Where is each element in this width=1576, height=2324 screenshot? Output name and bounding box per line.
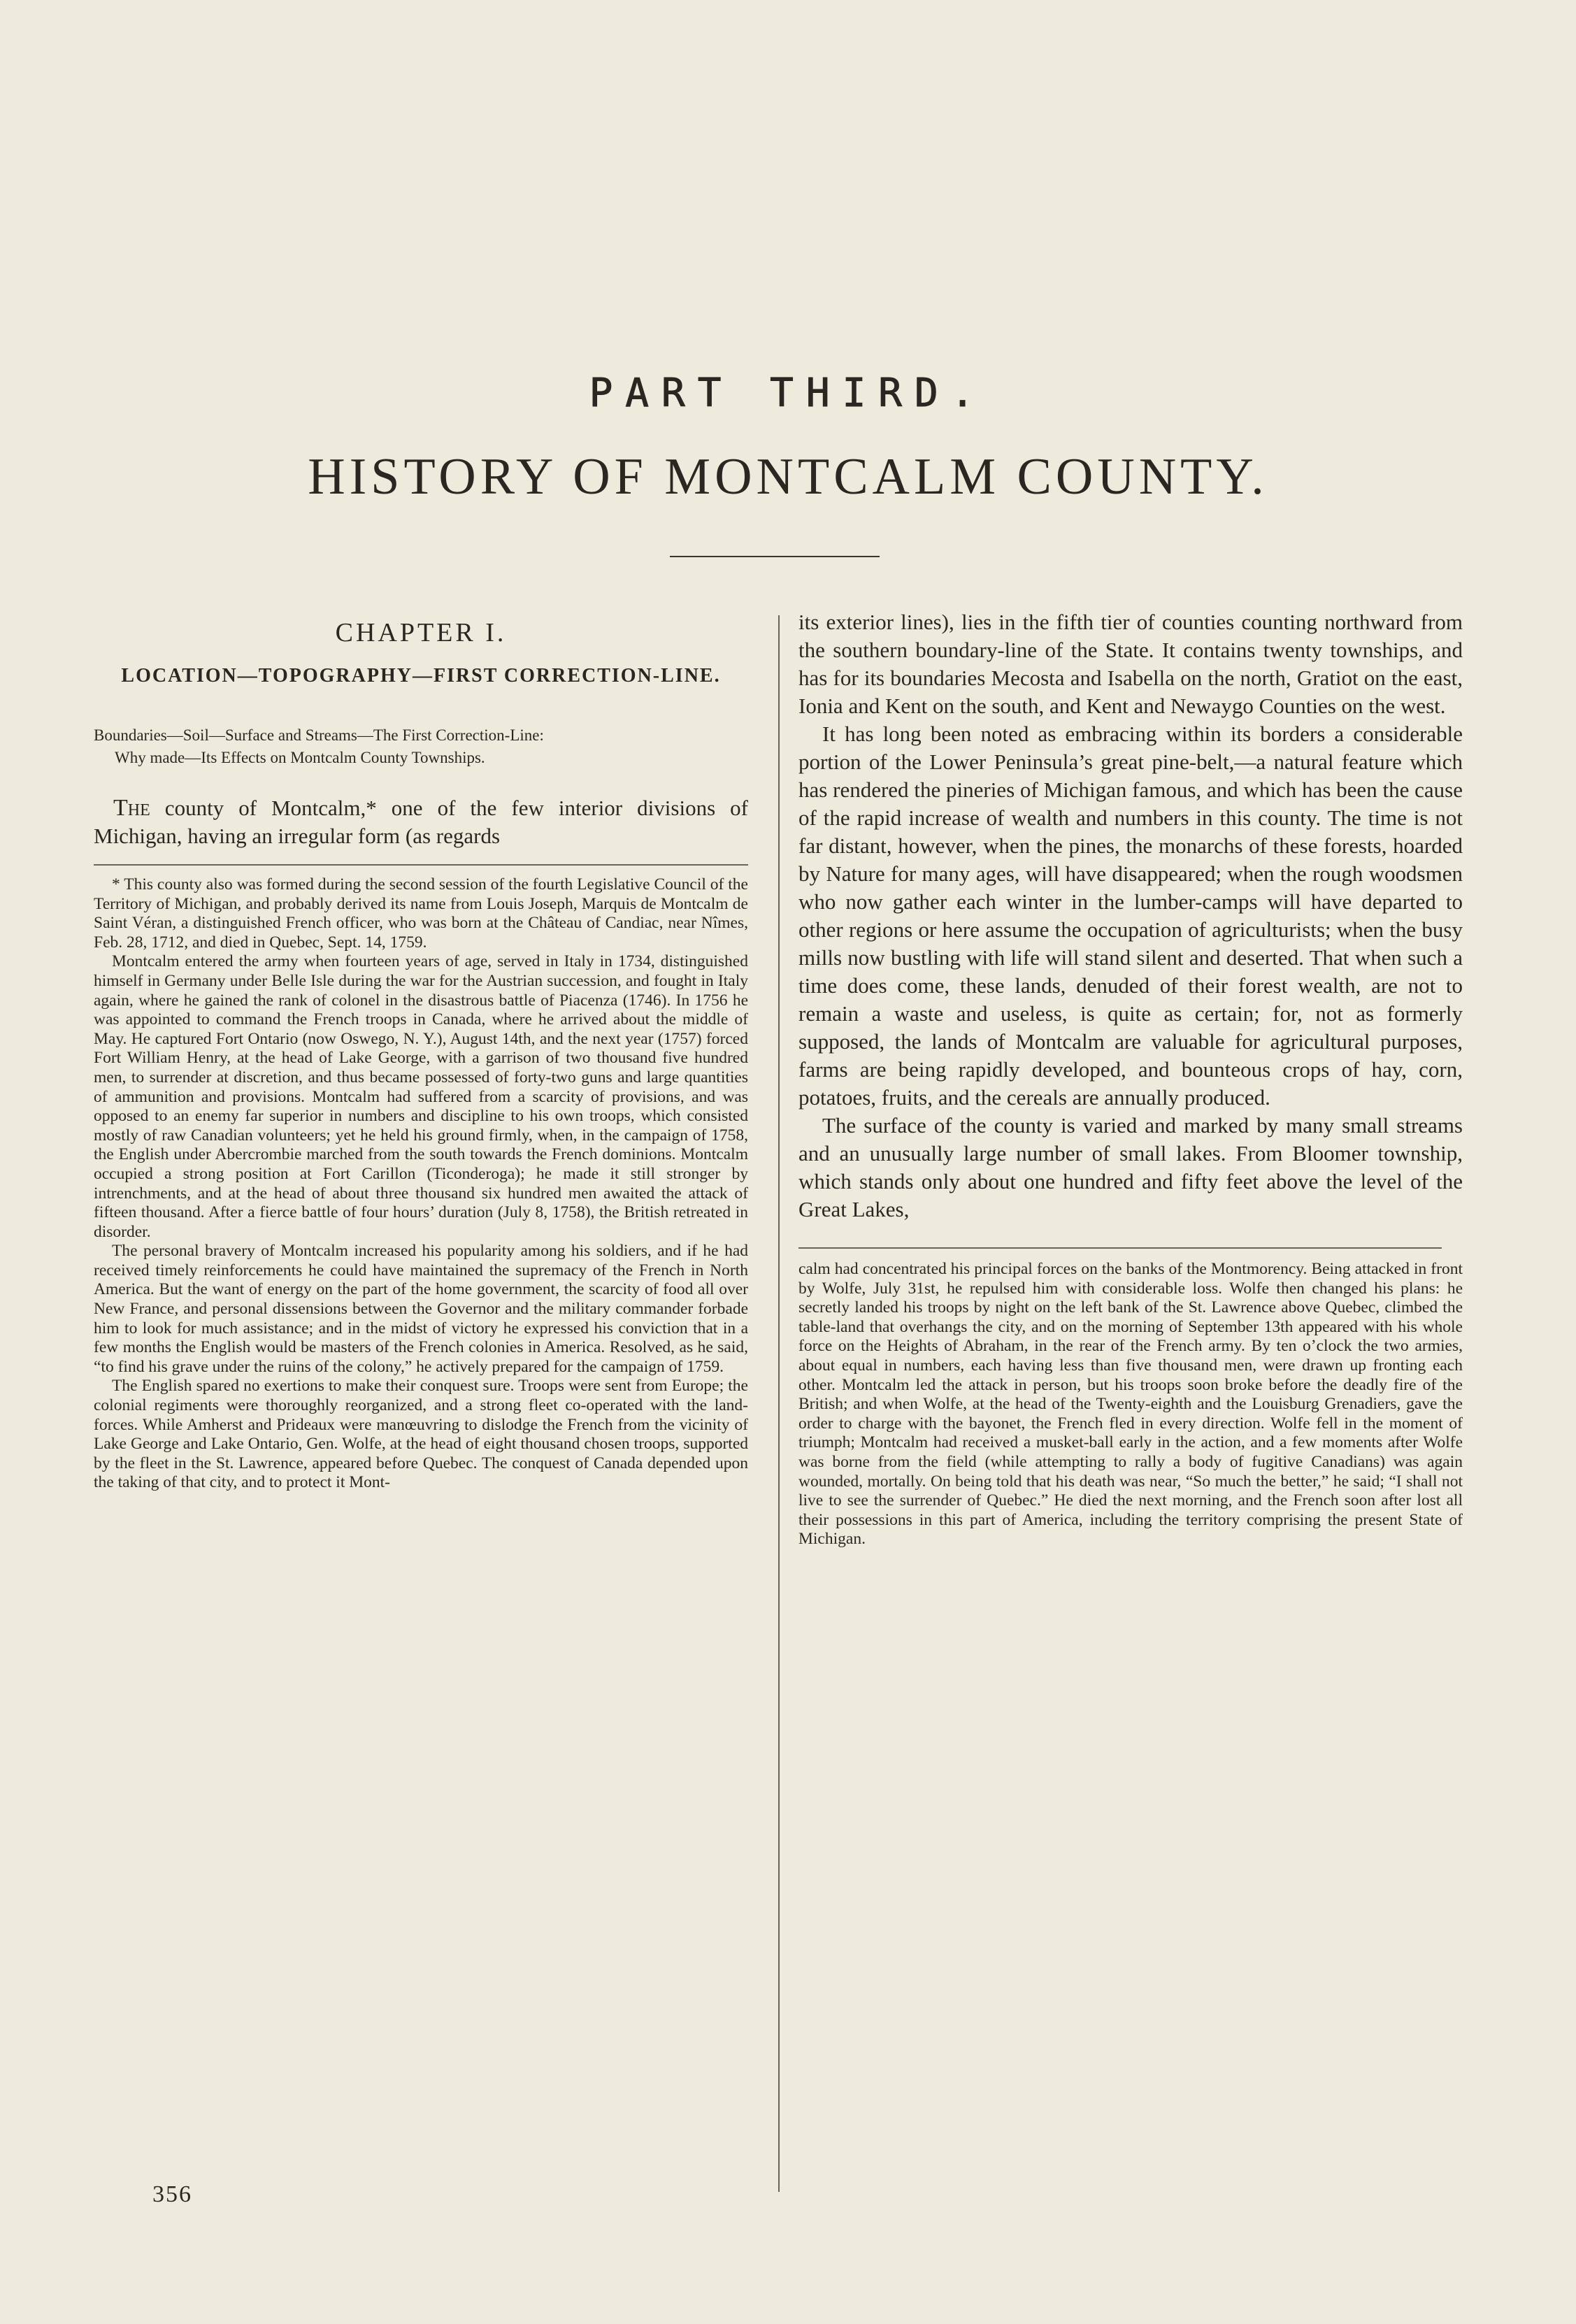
- page-number: 356: [152, 2181, 192, 2207]
- chapter-synopsis: [94, 724, 748, 769]
- footnote-paragraph: * This county also was formed during the second session of the fourth Legislative Council of the Territory of Michigan, and probably derived its name from Louis Joseph, Marquis de Montcalm de Saint Véran, a distinguished French officer, who was born at the Château of Candiac, near Nîmes, Feb. 28, 1712, and died in Quebec, Sept. 14, 1759.: [94, 875, 748, 952]
- body-paragraph: The surface of the county is varied and marked by many small streams and an unusually large number of small lakes. From Bloomer township, which stands only about one hundred and fifty feet above the level of the Great Lakes,: [798, 1113, 1463, 1221]
- chapter-heading: CHAPTER I.: [335, 618, 507, 647]
- footnote-rule: [798, 1247, 1442, 1249]
- left-column: [94, 608, 748, 1493]
- synopsis-line: Why made—Its Effects on Montcalm County Townships.: [115, 749, 485, 766]
- right-body-text: [798, 608, 1463, 1224]
- column-divider: [778, 615, 780, 2192]
- footnote-paragraph: The English spared no exertions to make their conquest sure. Troops were sent from Europe; the colonial regiments were thoroughly reorganized, and a strong fleet co-operated with the land-forces. While Amherst and Prideaux were manœuvring to dislodge the French from the vicinity of Lake George and Lake Ontario, Gen. Wolfe, at the head of eight thousand chosen troops, supported by the fleet in the St. Lawrence, appeared before Quebec. The conquest of Canada depended upon the taking of that city, and to protect it Mont-: [94, 1377, 748, 1492]
- title-divider: [670, 556, 880, 557]
- footnote-rule: [94, 864, 748, 866]
- page-title: HISTORY OF MONTCALM COUNTY.: [308, 448, 1268, 505]
- intro-paragraph: [94, 794, 748, 850]
- synopsis-line: Boundaries—Soil—Surface and Streams—The First Correction-Line:: [94, 726, 544, 744]
- right-footnote: [798, 1260, 1463, 1549]
- body-paragraph: It has long been noted as embracing within its borders a considerable portion of the Lower Peninsula’s great pine-belt,—a natural feature which has rendered the pineries of Michigan famous, and which has been the cause of the rapid increase of wealth and numbers in this county. The time is not far distant, however, when the pines, the monarchs of these forests, hoarded by Nature for many ages, will have disappeared; when the rough woodsmen who now gather each winter in the lumber-camps will have departed to other regions or here assume the occupation of agriculturists; when the busy mills now bustling with life will stand silent and deserted. That when such a time does come, these lands, denuded of their forest wealth, are not to remain a waste and useless, is quite as certain; for, not as formerly supposed, the lands of Montcalm are valuable for agricultural purposes, farms are being rapidly developed, and bounteous crops of hay, corn, potatoes, fruits, and the cereals are annually produced.: [798, 722, 1463, 1110]
- right-column: [798, 608, 1463, 1549]
- footnote-paragraph: The personal bravery of Montcalm increased his popularity among his soldiers, and if he had received timely reinforcements he could have maintained the supremacy of the French in North America. But the want of energy on the part of the home government, the scarcity of food all over New France, and personal dissensions between the Governor and the military commander forbade him to look for much assistance; and in the midst of victory he expressed his conviction that in a few months the English would be masters of the French colonies in America. Resolved, as he said, “to find his grave under the ruins of the colony,” he actively prepared for the campaign of 1759.: [94, 1242, 748, 1376]
- chapter-subtitle: LOCATION—TOPOGRAPHY—FIRST CORRECTION-LINE.: [121, 665, 721, 687]
- footnote-paragraph: Montcalm entered the army when fourteen years of age, served in Italy in 1734, distinguished himself in Germany under Belle Isle during the war for the Austrian succession, and fought in Italy again, where he gained the rank of colonel in the disastrous battle of Piacenza (1746). In 1756 he was appointed to command the French troops in Canada, where he arrived about the middle of May. He captured Fort Ontario (now Oswego, N. Y.), August 14th, and the next year (1757) forced Fort William Henry, at the head of Lake George, with a garrison of two thousand five hundred men, to surrender at discretion, and thus became possessed of forty-two guns and large quantities of ammunition and provisions. Montcalm had suffered from a scarcity of provisions, and was opposed to an enemy far superior in numbers and discipline to his own troops, which consisted mostly of raw Canadian volunteers; yet he held his ground firmly, when, in the campaign of 1758, the English under Abercrombie marched from the south towards the French dominions. Montcalm occupied a strong position at Fort Carillon (Ticonderoga); he made it still stronger by intrenchments, and at the head of about three thousand six hundred men awaited the attack of fifteen thousand. After a fierce battle of four hours’ duration (July 8, 1758), the British retreated in disorder.: [94, 952, 748, 1241]
- intro-text: county of Montcalm,* one of the few interior divisions of Michigan, having an irregular form (as regards: [94, 796, 748, 848]
- intro-lead-word: The: [113, 795, 150, 821]
- body-paragraph: its exterior lines), lies in the fifth tier of counties counting northward from the southern boundary-line of the State. It contains twenty townships, and has for its boundaries Mecosta and Isabella on the north, Gratiot on the east, Ionia and Kent on the south, and Kent and Newaygo Counties on the west.: [798, 610, 1463, 718]
- footnote-paragraph: calm had concentrated his principal forces on the banks of the Montmorency. Being attacked in front by Wolfe, July 31st, he repulsed him with considerable loss. Wolfe then changed his plans: he secretly landed his troops by night on the left bank of the St. Lawrence above Quebec, climbed the table-land that overhangs the city, and on the morning of September 13th appeared with his whole force on the Heights of Abraham, in the rear of the French army. By ten o’clock the two armies, about equal in numbers, each having less than five thousand men, were drawn up fronting each other. Montcalm led the attack in person, but his troops soon broke before the deadly fire of the British; and when Wolfe, at the head of the Twenty-eighth and the Louisburg Grenadiers, gave the order to charge with the bayonet, the French fled in every direction. Wolfe fell in the moment of triumph; Montcalm had received a musket-ball early in the action, and a few moments after Wolfe was borne from the field (while attempting to rally a body of fugitive Canadians) was again wounded, mortally. On being told that his death was near, “So much the better,” he said; “I shall not live to see the surrender of Quebec.” He died the next morning, and the French soon after lost all their possessions in this part of America, including the territory comprising the present State of Michigan.: [798, 1260, 1463, 1549]
- part-title: PART THIRD.: [589, 371, 987, 416]
